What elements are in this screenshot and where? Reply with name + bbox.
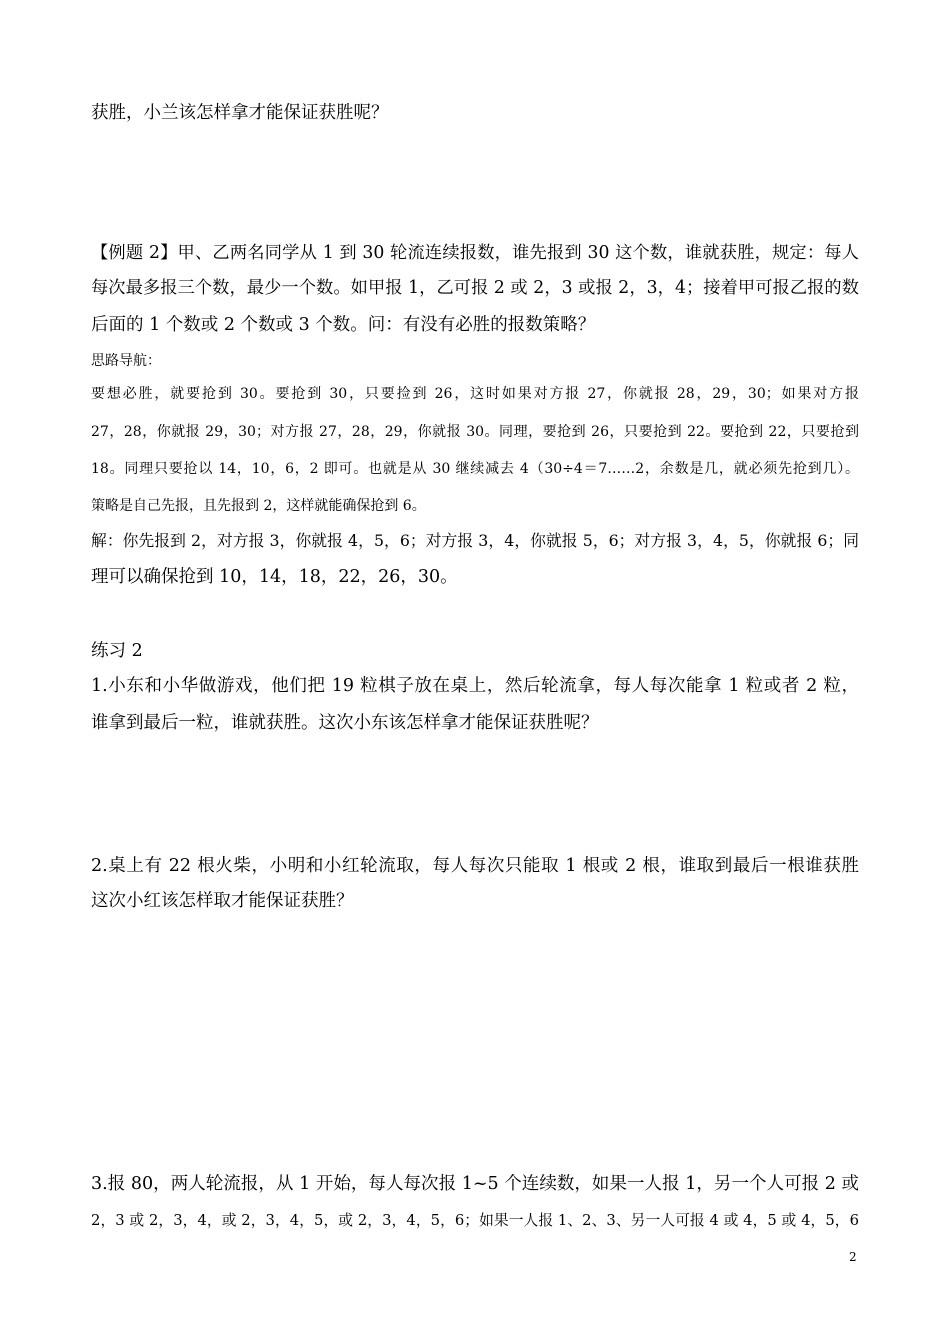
hint-line-1: 要想必胜，就要抢到 30。要抢到 30，只要捡到 26，这时如果对方报 27，你就报 28，29，30；如果对方报	[91, 386, 859, 402]
practice2-q3-line-1: 3.报 80，两人轮流报，从 1 开始，每人每次报 1~5 个连续数，如果一人报 1，另一个人可报 2 或	[91, 1174, 859, 1194]
practice2-q1-line-1: 1.小东和小华做游戏，他们把 19 粒棋子放在桌上，然后轮流拿，每人每次能拿 1 粒或者 2 粒，	[91, 676, 859, 696]
practice2-q2-line-2: 这次小红该怎样取才能保证获胜？	[91, 891, 354, 911]
solution-line-1: 解：你先报到 2，对方报 3，你就报 4，5，6；对方报 3，4，你就报 5，6；对方报 3，4，5，你就报 6；同	[91, 531, 859, 550]
hint-line-3: 18。同理只要抢以 14，10，6，2 即可。也就是从 30 继续减去 4（30÷4＝7……2，余数是几，就必须先抢到几）。	[91, 461, 859, 477]
practice2-q2-line-1: 2.桌上有 22 根火柴，小明和小红轮流取，每人每次只能取 1 根或 2 根，谁取到最后一根谁获胜	[91, 856, 859, 876]
solution-line-2: 理可以确保抢到 10，14，18，22，26，30。	[91, 567, 458, 587]
example2-line-2: 每次最多报三个数，最少一个数。如甲报 1，乙可报 2 或 2，3 或报 2，3，4；接着甲可报乙报的数	[91, 278, 859, 298]
page-number: 2	[849, 1250, 857, 1264]
hint-title: 思路导航：	[91, 353, 161, 369]
example2-line-1: 【例题 2】甲、乙两名同学从 1 到 30 轮流连续报数，谁先报到 30 这个数，谁就获胜，规定：每人	[91, 243, 859, 263]
practice2-title: 练习 2	[91, 641, 143, 661]
intro-line-1: 获胜，小兰该怎样拿才能保证获胜呢？	[91, 103, 389, 123]
practice2-q3-line-2: 2，3 或 2，3，4，或 2，3，4，5，或 2，3，4，5，6；如果一人报 1、2、3、另一人可报 4 或 4，5 或 4，5，6	[91, 1212, 859, 1229]
practice2-q1-line-2: 谁拿到最后一粒，谁就获胜。这次小东该怎样拿才能保证获胜呢？	[91, 713, 599, 733]
hint-line-4: 策略是自己先报，且先报到 2，这样就能确保抢到 6。	[91, 498, 426, 514]
example2-line-3: 后面的 1 个数或 2 个数或 3 个数。问：有没有必胜的报数策略？	[91, 315, 596, 335]
hint-line-2: 27，28，你就报 29，30；对方报 27，28，29，你就报 30。同理，要抢到 26，只要抢到 22。要抢到 22，只要抢到	[91, 424, 859, 440]
